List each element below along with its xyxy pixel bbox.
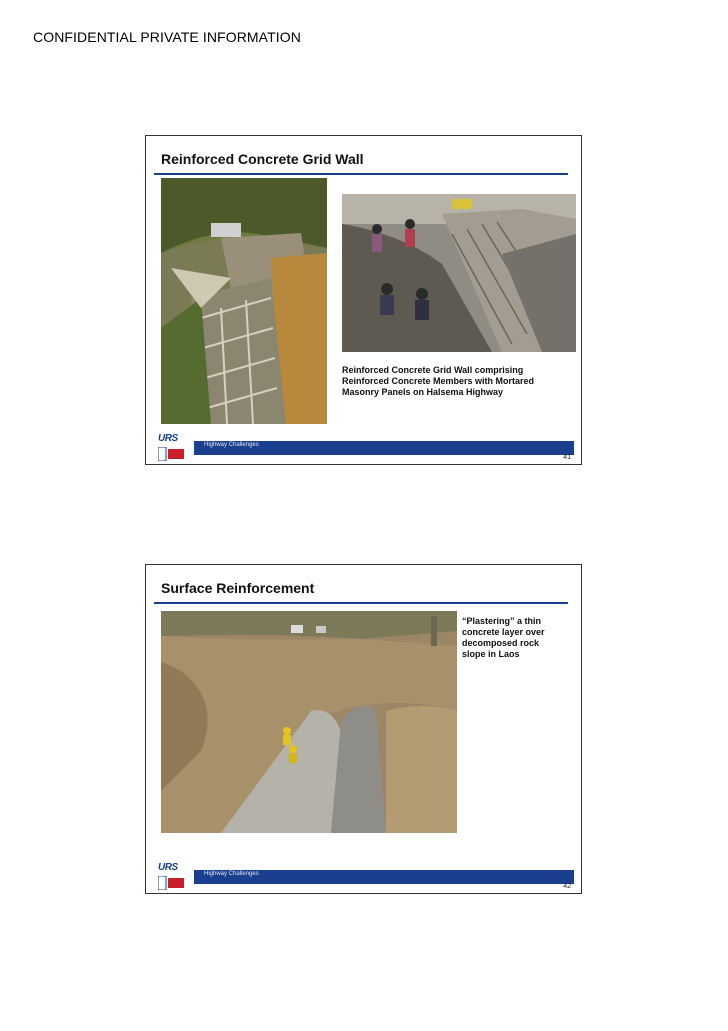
slide-caption: Reinforced Concrete Grid Wall comprising Reinforced Concrete Members with Mortared Masonry Panels on Halsema Highway [342, 365, 535, 397]
slide-42 [145, 564, 582, 894]
workers-grid-wall-image [342, 194, 576, 352]
slide-title: Surface Reinforcement [161, 580, 315, 596]
grid-wall-photo-right [342, 194, 576, 352]
title-rule [154, 602, 568, 604]
footer-bar: Highway Challenges [194, 870, 574, 884]
slide-41 [145, 135, 582, 465]
confidential-header: CONFIDENTIAL PRIVATE INFORMATION [33, 29, 301, 45]
plastered-slope-image [161, 611, 457, 833]
grid-wall-hillside-image [161, 178, 327, 424]
page-number: 41 [563, 454, 571, 461]
urs-logo: URS [158, 433, 188, 467]
slide-title: Reinforced Concrete Grid Wall [161, 151, 364, 167]
grid-wall-photo-left [161, 178, 327, 424]
footer-bar: Highway Challenges [194, 441, 574, 455]
surface-reinforcement-photo [161, 611, 457, 833]
page-number: 42 [563, 883, 571, 890]
urs-logo: URS [158, 862, 188, 896]
slide-caption: “Plastering” a thin concrete layer over decomposed rock slope in Laos [462, 616, 545, 659]
title-rule [154, 173, 568, 175]
